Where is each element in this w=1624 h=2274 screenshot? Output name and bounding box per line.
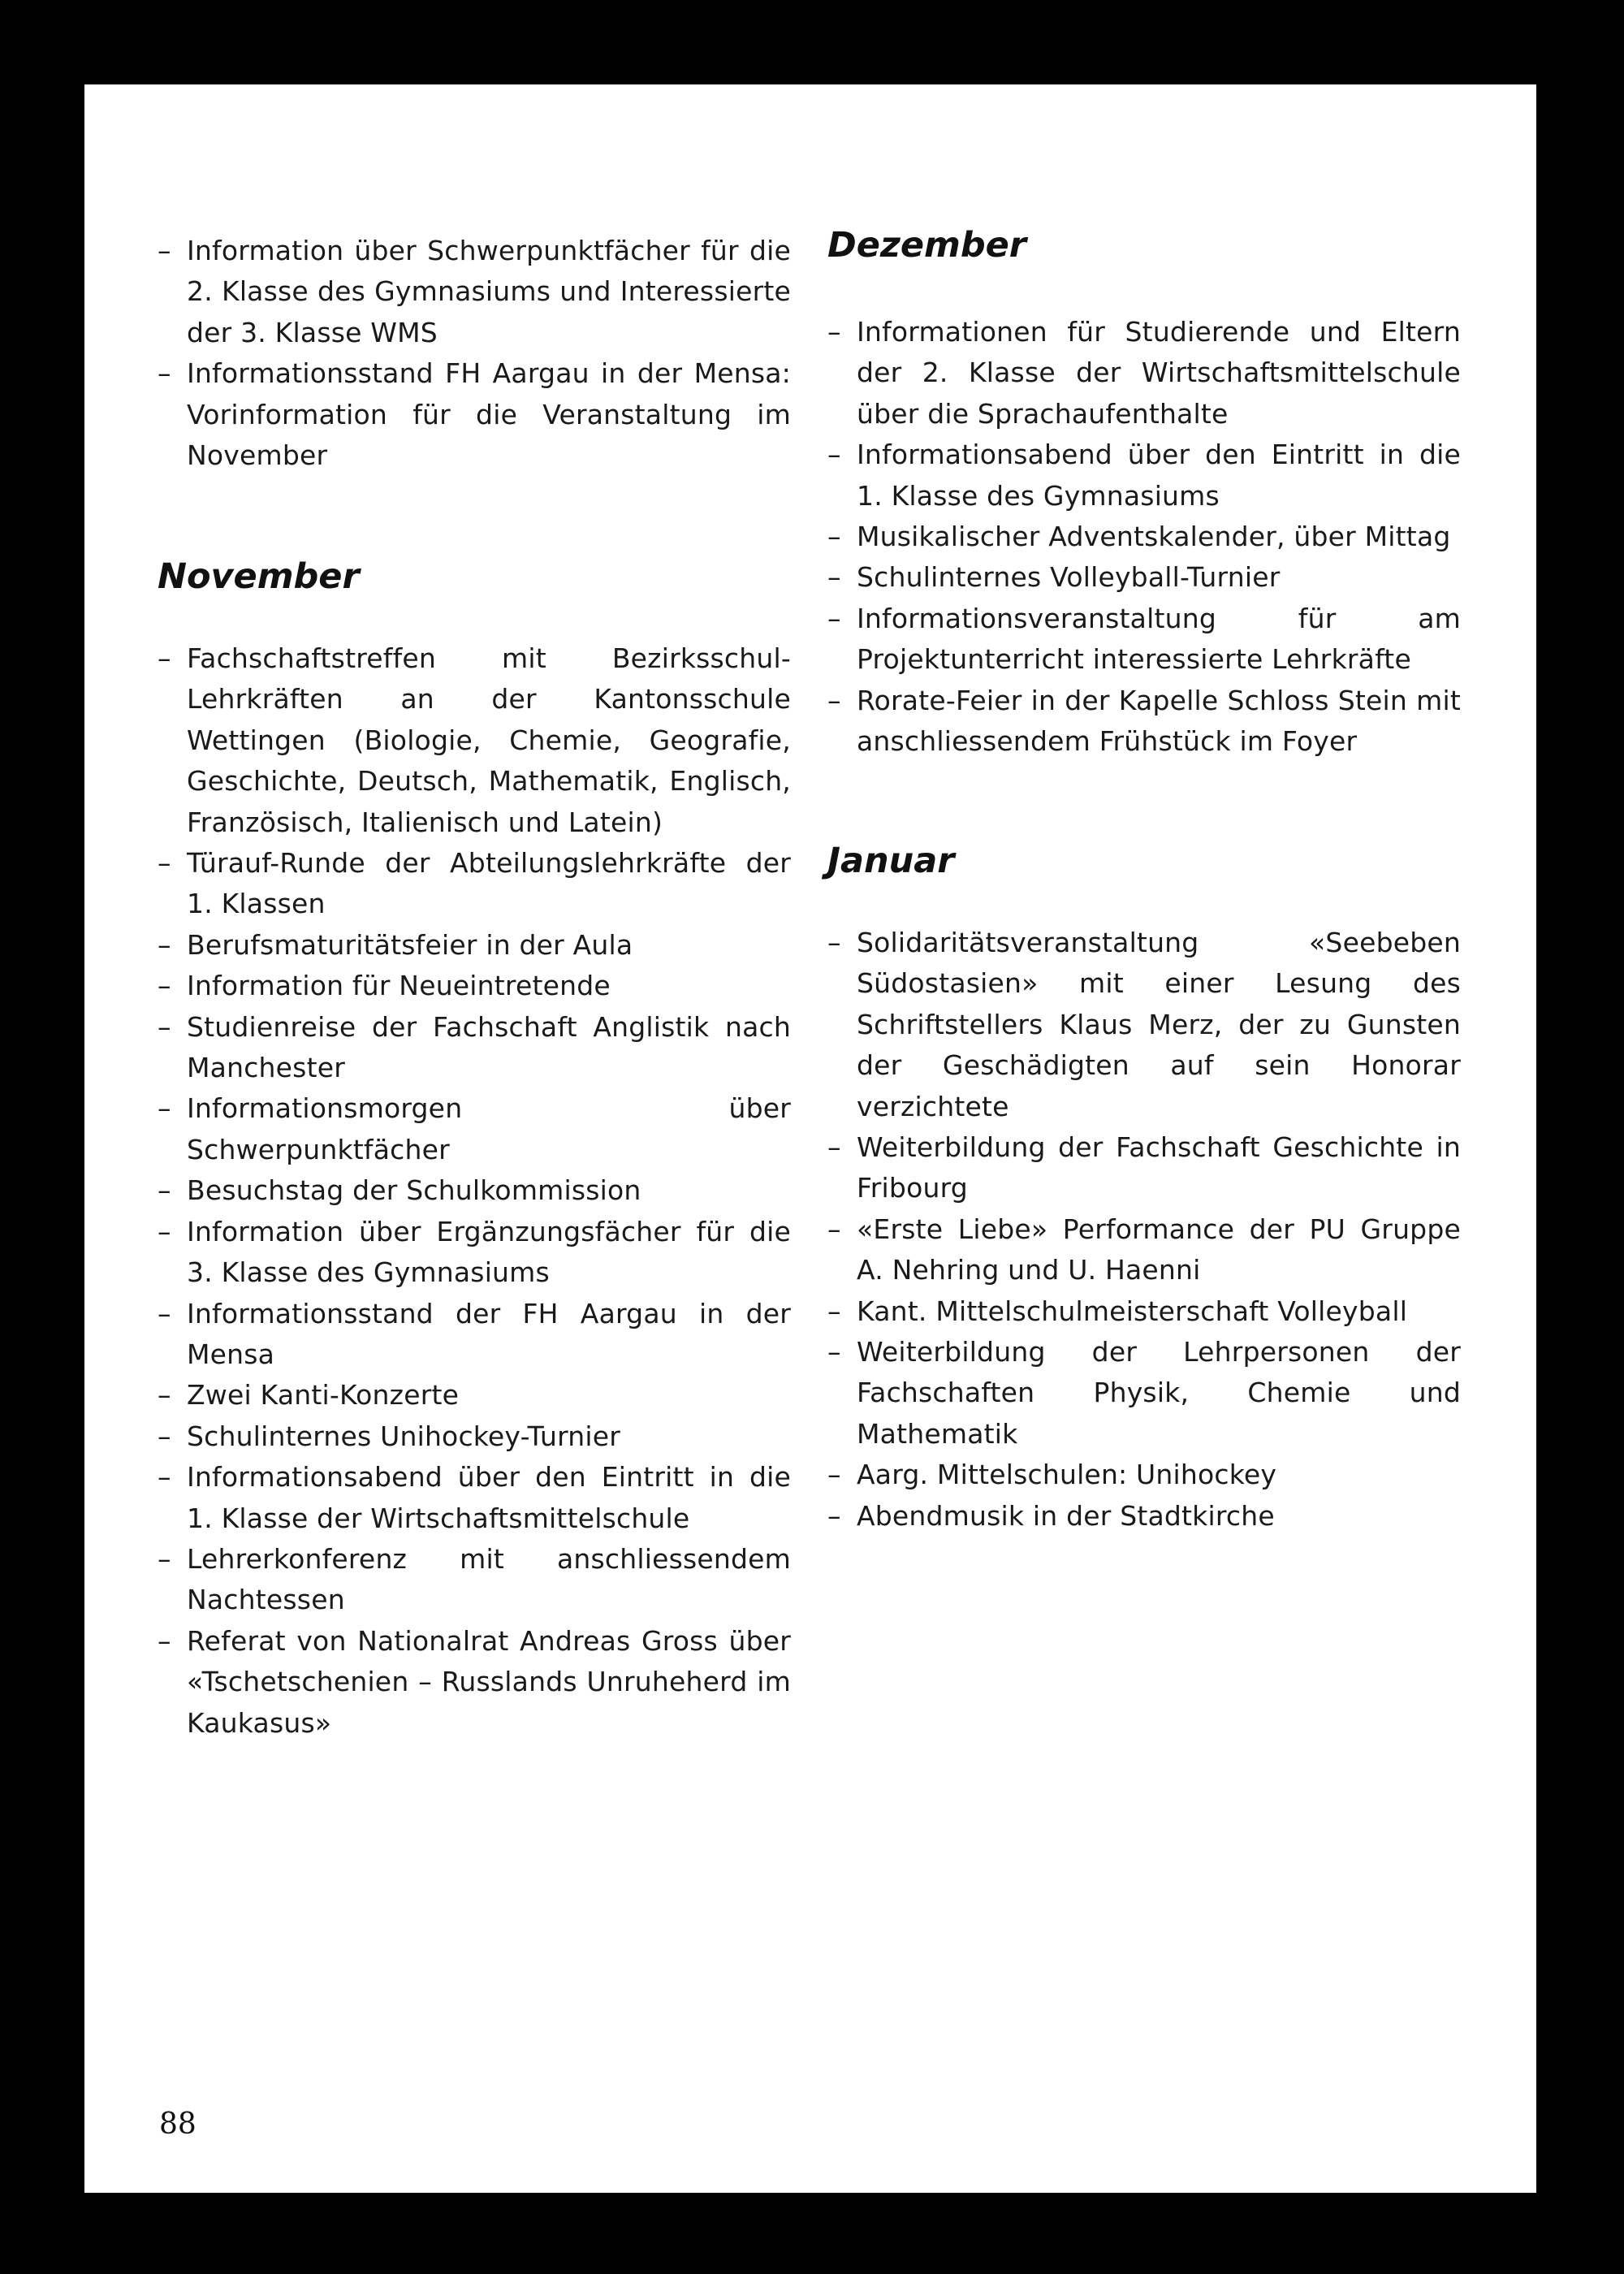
list-item: – Referat von Nationalrat Andreas Gross über «Tschetschenien – Russlands Unruheherd im Kaukasus» [158, 1621, 791, 1744]
list-item: – Studienreise der Fachschaft Anglistik nach Manchester [158, 1007, 791, 1089]
list-item: – Informationsveranstaltung für am Projektunterricht interessierte Lehrkräfte [827, 599, 1461, 681]
list-item: – Besuchstag der Schulkommission [158, 1170, 791, 1211]
list-item: – Information für Neueintretende [158, 966, 791, 1006]
list-item: – Schulinternes Volleyball-Turnier [827, 557, 1461, 598]
list-item: – Türauf-Runde der Abteilungslehrkräfte der 1. Klassen [158, 843, 791, 925]
list-item: – «Erste Liebe» Performance der PU Gruppe A. Nehring und U. Haenni [827, 1209, 1461, 1291]
list-item: – Lehrerkonferenz mit anschliessendem Nachtessen [158, 1539, 791, 1621]
list-item: – Informationen für Studierende und Eltern der 2. Klasse der Wirtschaftsmittelschule über die Sprachaufenthalte [827, 312, 1461, 434]
list-item: – Musikalischer Adventskalender, über Mittag [827, 517, 1461, 557]
list-item: – Aarg. Mittelschulen: Unihockey [827, 1455, 1461, 1495]
list-item: – Weiterbildung der Fachschaft Geschichte in Fribourg [827, 1127, 1461, 1209]
continued-event-list [158, 231, 791, 476]
list-item: – Rorate-Feier in der Kapelle Schloss Stein mit anschliessendem Frühstück im Foyer [827, 681, 1461, 763]
list-item: – Informationsstand der FH Aargau in der Mensa [158, 1294, 791, 1376]
list-item: – Informationsabend über den Eintritt in die 1. Klasse des Gymnasiums [827, 434, 1461, 517]
document-page [84, 84, 1536, 2193]
list-item: – Solidaritätsveranstaltung «Seebeben Südostasien» mit einer Lesung des Schriftstellers Klaus Merz, der zu Gunsten der Geschädigten auf sein Honorar verzichtete [827, 923, 1461, 1127]
november-event-list [158, 638, 791, 1744]
dezember-event-list [827, 312, 1461, 762]
list-item: – Informationsmorgen über Schwerpunktfächer [158, 1088, 791, 1170]
list-item: – Weiterbildung der Lehrpersonen der Fachschaften Physik, Chemie und Mathematik [827, 1332, 1461, 1455]
list-item: – Fachschaftstreffen mit Bezirksschul-Lehrkräften an der Kantonsschule Wettingen (Biologie, Chemie, Geografie, Geschichte, Deutsch, Mathematik, Englisch, Französisch, Italienisch und Latein) [158, 638, 791, 843]
januar-event-list [827, 923, 1461, 1537]
list-item: – Informationsabend über den Eintritt in die 1. Klasse der Wirtschaftsmittelschule [158, 1457, 791, 1539]
list-item: – Zwei Kanti-Konzerte [158, 1375, 791, 1416]
month-heading-januar: Januar [827, 841, 955, 881]
month-heading-november: November [158, 556, 360, 597]
list-item: – Schulinternes Unihockey-Turnier [158, 1416, 791, 1457]
list-item: – Informationsstand FH Aargau in der Mensa: Vorinformation für die Veranstaltung im November [158, 353, 791, 476]
list-item: – Kant. Mittelschulmeisterschaft Volleyball [827, 1291, 1461, 1332]
month-heading-dezember: Dezember [827, 225, 1027, 266]
list-item: – Information über Ergänzungsfächer für die 3. Klasse des Gymnasiums [158, 1212, 791, 1294]
list-item: – Information über Schwerpunktfächer für die 2. Klasse des Gymnasiums und Interessierte der 3. Klasse WMS [158, 231, 791, 353]
list-item: – Abendmusik in der Stadtkirche [827, 1496, 1461, 1537]
page-number: 88 [159, 2108, 197, 2141]
list-item: – Berufsmaturitätsfeier in der Aula [158, 925, 791, 966]
